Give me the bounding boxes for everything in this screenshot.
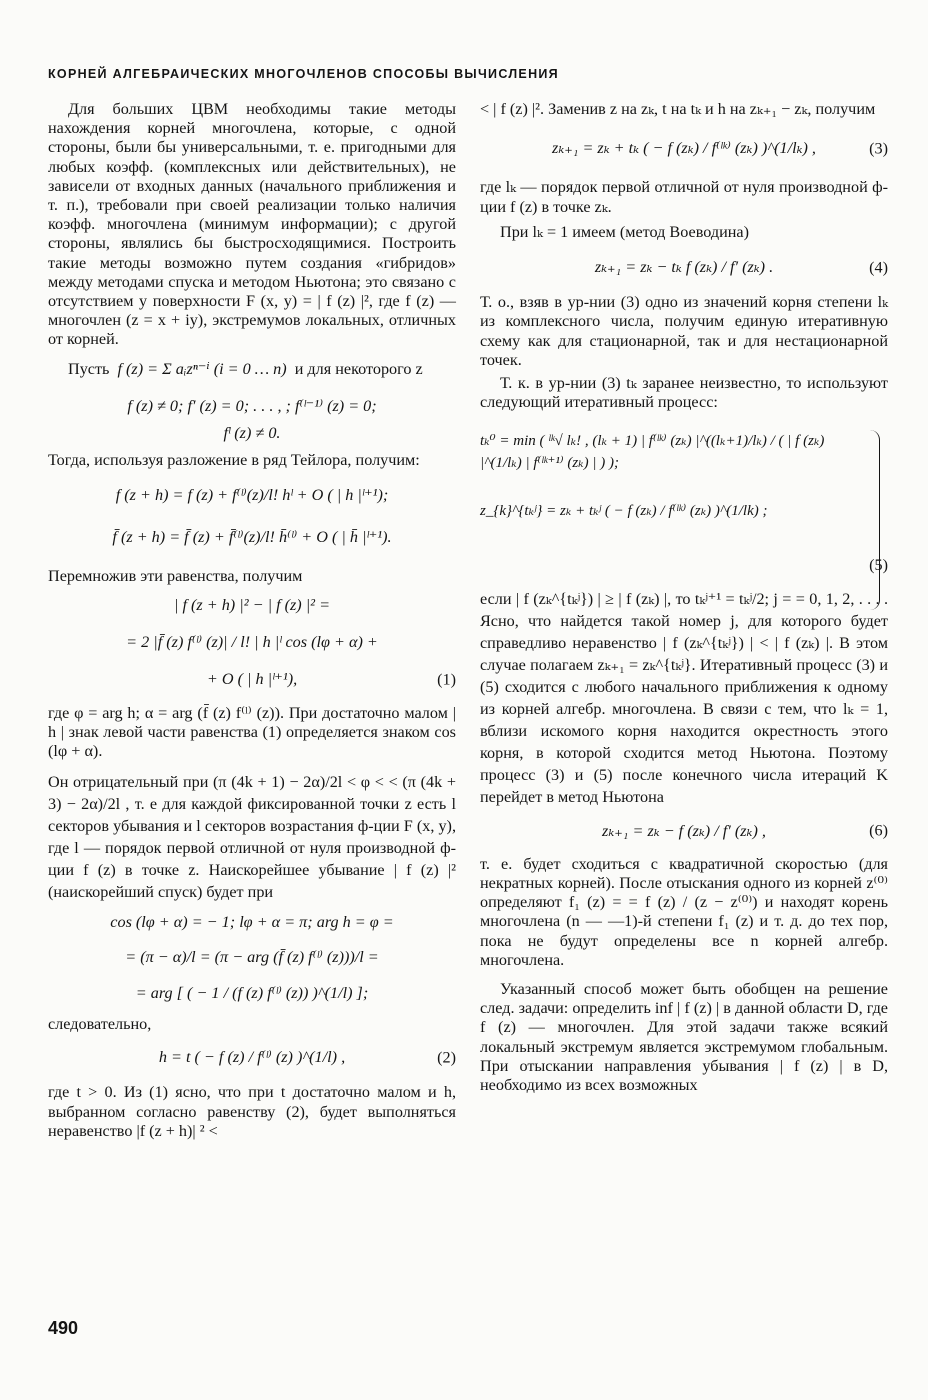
product-line-2: = 2 |f̄ (z) f⁽ˡ⁾ (z)| / l! | h |ˡ cos (lφ + α) +: [126, 633, 378, 652]
paragraph: если | f (zₖ^{tₖʲ}) | ≥ | f (zₖ) |, то tₖʲ⁺¹ = tₖʲ/2; j = = 0, 1, 2, . . . . Ясно, что найдется такой номер j, для которого будет справедливо неравенство | f (zₖ^{tₖʲ}) | < | f (zₖ) |. В этом случае полагаем zₖ₊₁ = zₖ^{tₖʲ}. Итеративный процесс (3) и (5) сходится с любого начального приближения к одному из корней алгебр. многочлена. В связи с тем, что lₖ = 1, вблизи искомого корня находится окрестность этого корня, в которой сходится метод Ньютона. Поэтому процесс (3) и (5) после конечного числа итераций K перейдет в метод Ньютона: [480, 589, 888, 806]
sum-definition: [48, 360, 456, 379]
descent-line-1: cos (lφ + α) = − 1; lφ + α = π; arg h = φ =: [110, 913, 394, 932]
equation-2: [48, 1048, 456, 1067]
equation-number: (2): [437, 1048, 456, 1067]
page-number: 490: [48, 1318, 79, 1338]
equation-number: (3): [869, 139, 888, 158]
equation-5b: z_{k}^{tₖʲ} = zₖ + tₖʲ ( − f (zₖ) / f⁽ˡᵏ⁾ (zₖ) )^(1/lk) ;: [480, 503, 768, 520]
product-line-1: | f (z + h) |² − | f (z) |² =: [173, 596, 331, 615]
sum-formula: f (z) = Σ aᵢzⁿ⁻ⁱ (i = 0 … n): [117, 359, 287, 378]
taylor-expansion-2: f̄ (z + h) = f̄ (z) + f̄⁽ˡ⁾(z)/l! h̄⁽ˡ⁾ + O ( | h̄ |ˡ⁺¹).: [112, 527, 392, 546]
right-column: [480, 100, 888, 1095]
equation-body: zₖ₊₁ = zₖ − f (zₖ) / f′ (zₖ) ,: [602, 821, 766, 840]
equation-number: (4): [869, 258, 888, 277]
running-header: КОРНЕЙ АЛГЕБРАИЧЕСКИХ МНОГОЧЛЕНОВ СПОСОБЫ ВЫЧИСЛЕНИЯ: [48, 67, 559, 81]
equation-number: (5): [869, 556, 888, 575]
equation-6: [480, 822, 888, 841]
left-column: [48, 100, 456, 1141]
paragraph: где φ = arg h; α = arg (f̄ (z) f⁽ˡ⁾ (z)). При достаточно малом | h | знак левой части равенства (1) определяется знаком cos (lφ + α).: [48, 703, 456, 761]
equation-4: [480, 258, 888, 277]
condition-line-2: fˡ (z) ≠ 0.: [223, 424, 281, 443]
equation-number: (6): [869, 821, 888, 840]
text-lead: Пусть: [68, 359, 110, 378]
equation-5-system: [480, 430, 888, 575]
paragraph: Тогда, используя разложение в ряд Тейлора, получим:: [48, 451, 420, 470]
equation-5a: tₖ⁰ = min ( ˡᵏ√ lₖ! , (lₖ + 1) | f⁽ˡᵏ⁾ (zₖ) |^((lₖ+1)/lₖ) / ( | f (zₖ) |^(1/lₖ) | f⁽ˡᵏ⁺¹⁾ (zₖ) | ) );: [480, 433, 825, 472]
paragraph: где lₖ — порядок первой отличной от нуля производной ф-ции f (z) в точке zₖ.: [480, 178, 888, 216]
paragraph: Он отрицательный при (π (4k + 1) − 2α)/2l < φ < < (π (4k + 3) − 2α)/2l , т. е для каждой фиксированной точки z есть l секторов убывания и l секторов возрастания ф-ции F (x, y), где l — порядок первой отличной от нуля производной ф-ции f (z) в точке z. Наискорейшее убывание | f (z) |² (наискорейший спуск) будет при: [48, 773, 456, 902]
text-tail: и для некоторого z: [294, 359, 423, 378]
paragraph: Т. о., взяв в ур-нии (3) одно из значений корня степени lₖ из комплексного числа, получим единую итеративную схему как для стационарной, так и для нестационарной точек.: [480, 293, 888, 369]
equation-number: (1): [437, 670, 456, 689]
paragraph: Для больших ЦВМ необходимы такие методы нахождения корней многочлена, которые, с одной стороны, были бы универсальными, т. е. пригодными для любых коэфф. (комплексных или действительных), не зависели от входных данных (начального приближения и т. п.), требовали при своей реализации только наличия коэфф. многочлена (минимум информации); с другой стороны, являлись бы быстросходящимися. Построить такие методы возможно путем создания «гибридов» между методами спуска и методом Ньютона; это связано с отсутствием у поверхности F (x, y) = | f (z) |², где f (z) — многочлен (z = x + iy), экстремумов локальных, отличных от корней.: [48, 100, 456, 349]
descent-line-3: = arg [ ( − 1 / (f (z) f⁽ˡ⁾ (z)) )^(1/l) ];: [135, 983, 369, 1002]
descent-line-2: = (π − α)/l = (π − arg (f̄ (z) f⁽ˡ⁾ (z)))/l =: [125, 948, 379, 967]
equation-body: zₖ₊₁ = zₖ + tₖ ( − f (zₖ) / f⁽ˡᵏ⁾ (zₖ) )^(1/lₖ) ,: [552, 139, 816, 158]
paragraph: Т. к. в ур-нии (3) tₖ заранее неизвестно, то используют следующий итеративный процесс:: [480, 374, 888, 412]
paragraph: т. е. будет сходиться с квадратичной скоростью (для некратных корней). После отыскания одного из корней z⁽⁰⁾ определяют f₁ (z) = = f (z) / (z − z⁽⁰⁾) и находят корень многочлена (n — —1)-й степени f₁ (z) и т. д. до тех пор, пока не будут определены все n корней алгебр. многочлена.: [480, 854, 888, 969]
paragraph: При lₖ = 1 имеем (метод Воеводина): [500, 222, 749, 241]
equation-body: h = t ( − f (z) / f⁽ˡ⁾ (z) )^(1/l) ,: [158, 1048, 346, 1067]
equation-1: [48, 670, 456, 689]
product-line-3: + O ( | h |ˡ⁺¹),: [206, 670, 298, 689]
equation-3: [480, 139, 888, 158]
paragraph: Указанный способ может быть обобщен на решение след. задачи: определить inf | f (z) | в данной области D, где f (z) — многочлен. Для этой задачи также всякий локальный экстремум является экстремумом глобальным. При отыскании направления убывания | f (z) | в D, необходимо из всех возможных: [480, 980, 888, 1095]
paragraph: следовательно,: [48, 1014, 152, 1033]
paragraph: Перемножив эти равенства, получим: [48, 566, 303, 585]
equation-body: zₖ₊₁ = zₖ − tₖ f (zₖ) / f′ (zₖ) .: [594, 258, 774, 277]
paragraph: где t > 0. Из (1) ясно, что при t достаточно малом и h, выбранном согласно равенству (2), будет выполняться неравенство |f (z + h)| ² <: [48, 1083, 456, 1140]
paragraph: < | f (z) |². Заменив z на zₖ, t на tₖ и h на zₖ₊₁ − zₖ, получим: [480, 100, 876, 118]
taylor-expansion-1: f (z + h) = f (z) + f⁽ˡ⁾(z)/l! hˡ + O ( | h |ˡ⁺¹);: [115, 486, 389, 505]
condition-line-1: f (z) ≠ 0; f′ (z) = 0; . . . , ; f⁽ˡ⁻¹⁾ (z) = 0;: [127, 396, 377, 415]
